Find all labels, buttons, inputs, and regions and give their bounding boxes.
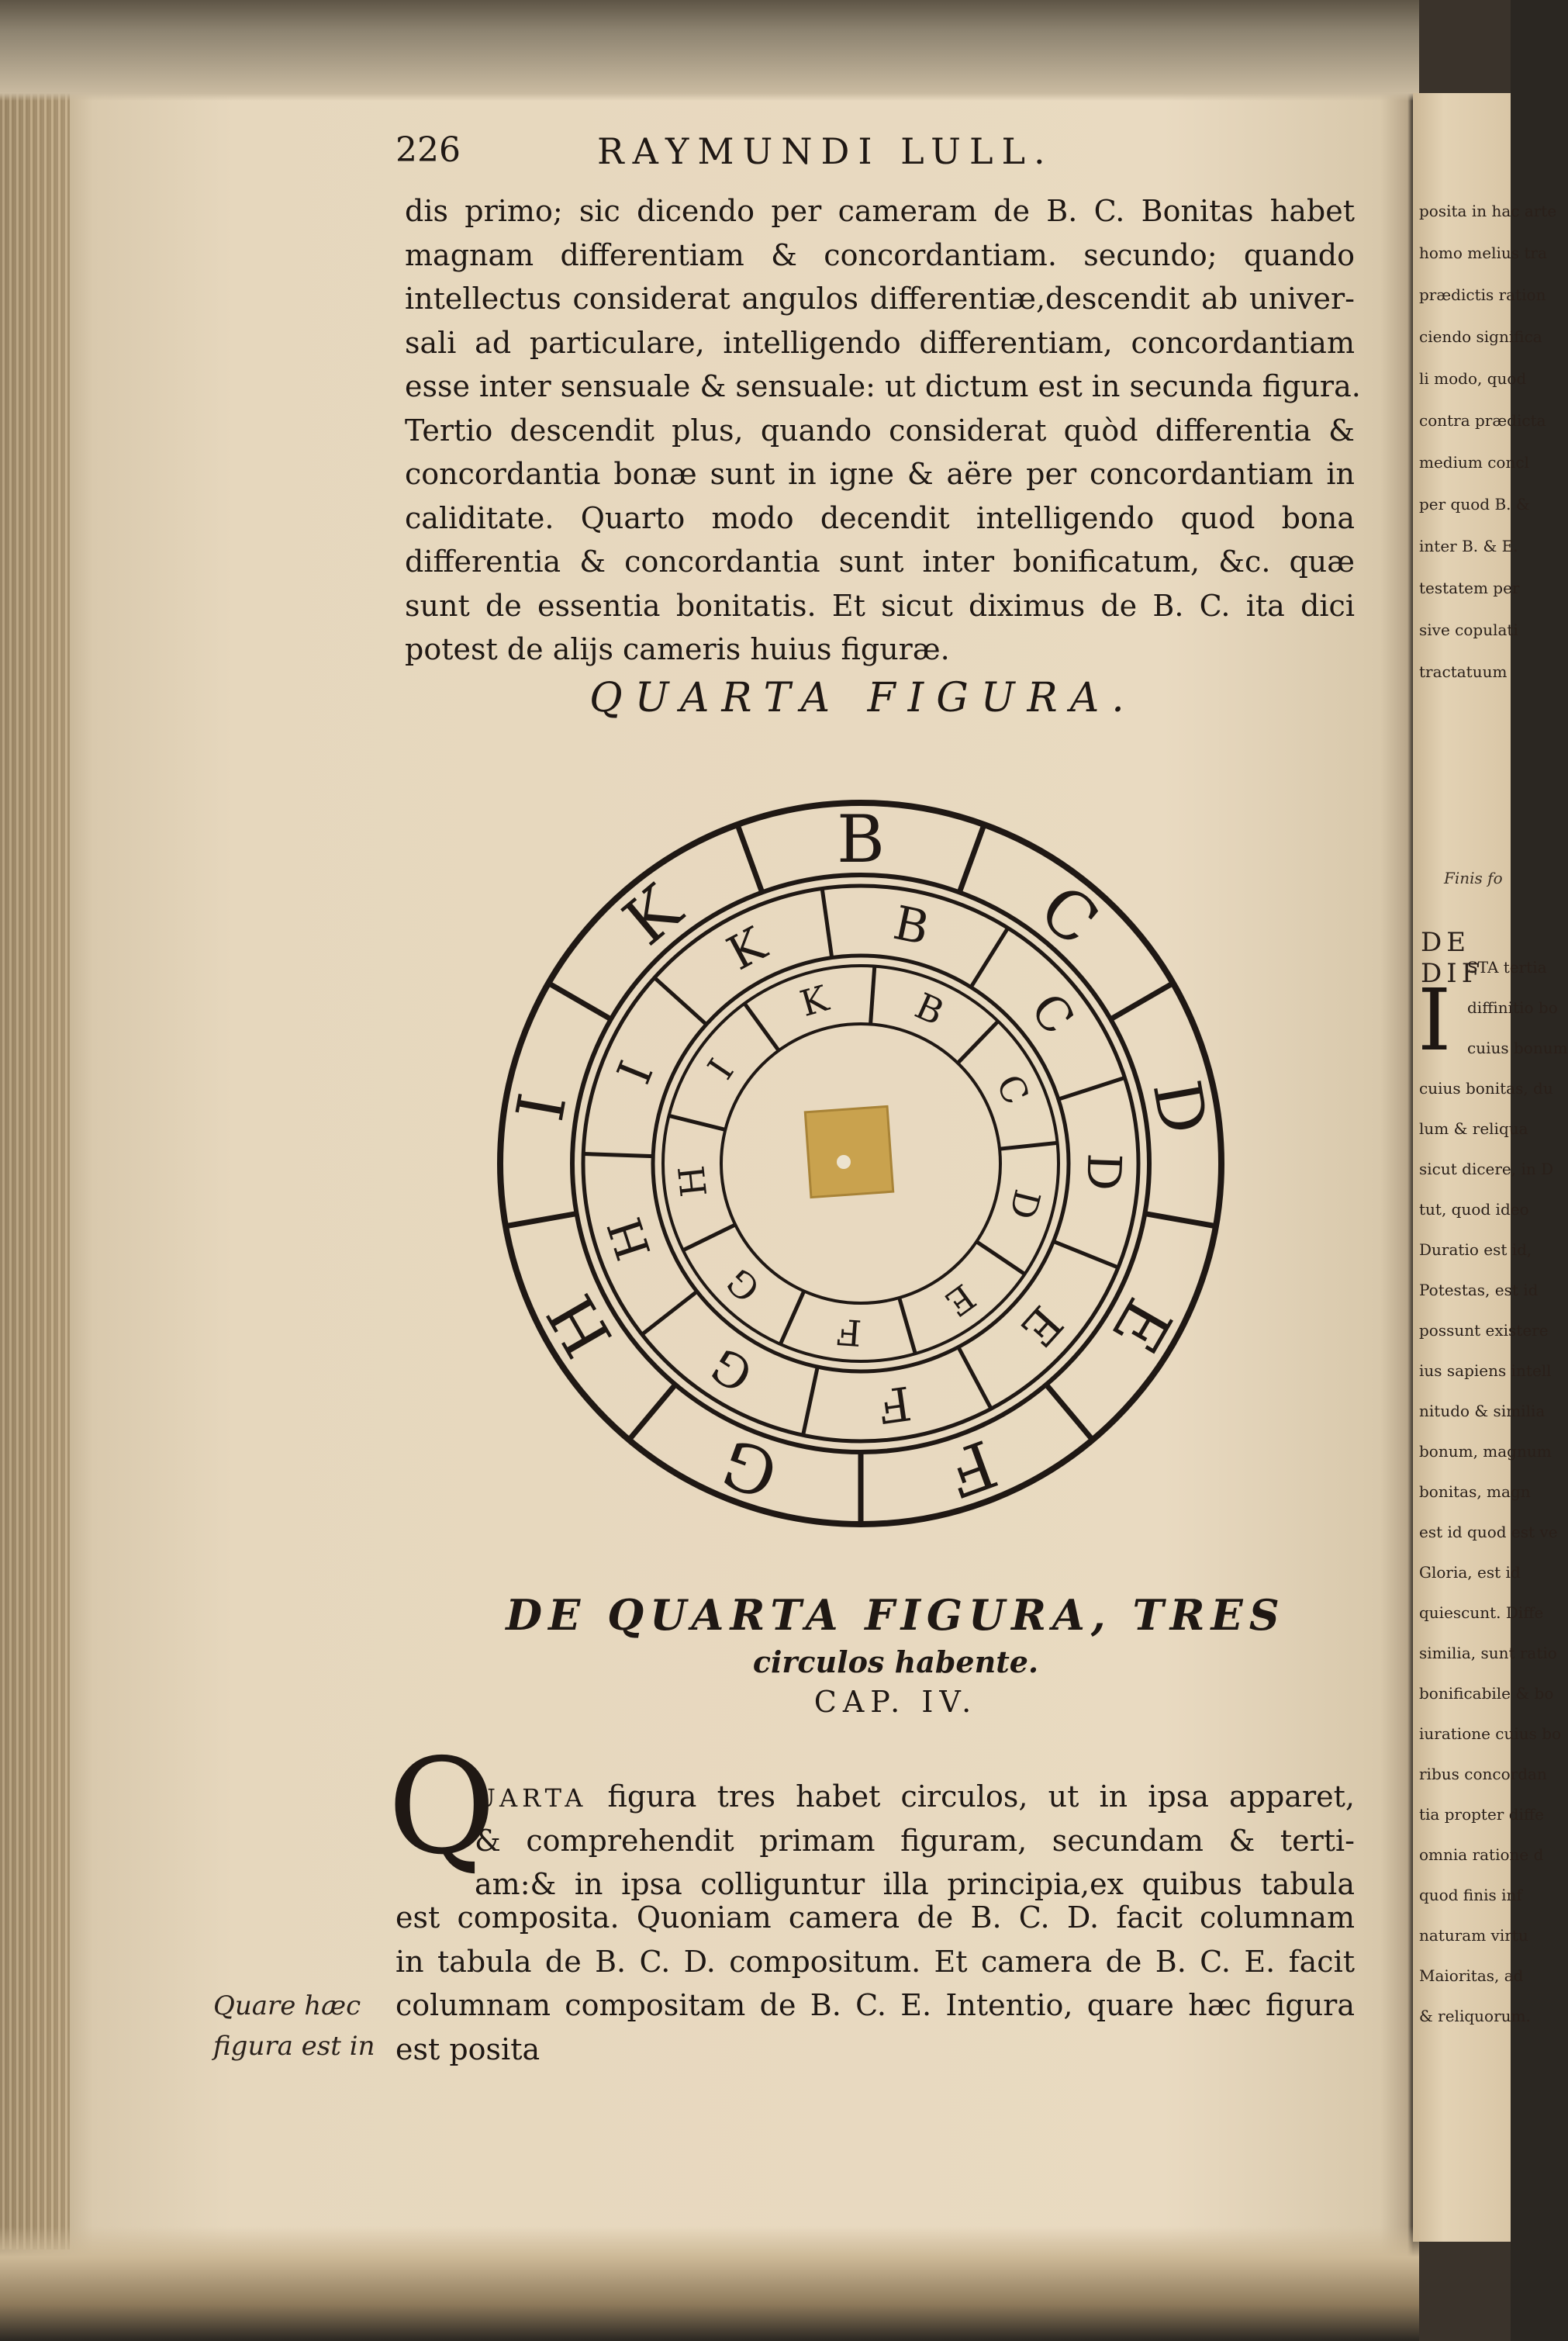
facing-page-line: possunt existere <box>1419 1321 1549 1340</box>
facing-page-line: ribus concordan <box>1419 1765 1547 1783</box>
inner-ring-letter: D <box>1000 1185 1049 1224</box>
chapter-label: CAP. IV. <box>813 1685 978 1719</box>
facing-page-line: Potestas, est id <box>1419 1281 1539 1299</box>
facing-page-line: contra prædicta <box>1419 411 1546 430</box>
facing-page-line: li modo, quod <box>1419 369 1527 388</box>
outer-ring-divider <box>506 1214 577 1226</box>
outer-ring-letter: E <box>1097 1285 1186 1366</box>
outer-ring-letter: B <box>837 801 885 877</box>
inner-ring-letter: H <box>670 1164 716 1199</box>
inner-ring-divider <box>976 1242 1024 1274</box>
middle-ring-letter: F <box>875 1375 915 1433</box>
facing-page-line: lum & reliqua <box>1419 1119 1528 1138</box>
chapter-title-line-2: circulos habente. <box>752 1644 1039 1679</box>
middle-ring-letter: G <box>702 1336 763 1402</box>
outer-ring-letter: H <box>533 1281 627 1370</box>
paragraph-2-full <box>395 1897 1355 2073</box>
inner-ring-divider <box>1000 1143 1058 1149</box>
facing-page-line: posita in hac arte <box>1419 202 1557 220</box>
inner-ring-letter: E <box>937 1275 983 1326</box>
quarta-figura-diagram <box>481 783 1272 1551</box>
outer-ring-letter: C <box>1025 870 1113 960</box>
facing-page-line: bonum, magnum <box>1419 1442 1552 1461</box>
inner-ring-divider <box>958 1022 998 1063</box>
text-line: intellectus considerat angulos differentiæ,descendit ab univer- <box>405 282 1355 316</box>
text-line: Tertio descendit plus, quando considerat quòd differentia & <box>405 413 1355 448</box>
inner-ring-letter: B <box>909 984 951 1034</box>
facing-page-line: similia, sunt ratio <box>1419 1644 1557 1662</box>
text-line: sali ad particulare, intelligendo differentiam, concordantiam <box>405 325 1355 360</box>
facing-page-line: STA tertia <box>1467 958 1547 977</box>
facing-page-line: naturam virtu <box>1419 1926 1528 1945</box>
outer-ring-divider <box>629 1385 675 1440</box>
inner-ring-divider <box>683 1225 735 1250</box>
chapter-heading <box>458 1590 1334 1728</box>
outer-ring-divider <box>1145 1214 1216 1226</box>
middle-ring-letter: C <box>1019 983 1085 1045</box>
outer-ring-divider <box>548 984 611 1020</box>
facing-page-line: est id quod est ve <box>1419 1523 1558 1541</box>
text-line: differentia & concordantia sunt inter bonificatum, &c. quæ <box>405 545 1355 579</box>
text-line: am:& in ipsa colliguntur illa principia,ex quibus tabula <box>475 1867 1355 1901</box>
text-line: & comprehendit primam figuram, secundam & terti- <box>475 1823 1355 1858</box>
inner-ring-letter: I <box>699 1051 742 1087</box>
outer-ring-letter: K <box>609 870 696 960</box>
text-fragment: figura tres habet circulos, ut in ipsa apparet, <box>607 1779 1355 1814</box>
middle-ring-divider <box>803 1367 818 1435</box>
facing-page-line: omnia ratione d <box>1419 1845 1544 1864</box>
facing-page-initial: I <box>1418 970 1452 1070</box>
facing-page-line: tractatuum <box>1419 662 1508 681</box>
page-top-edge <box>0 0 1419 101</box>
middle-ring-divider <box>971 928 1008 987</box>
facing-page-line: homo melius tra <box>1419 244 1547 262</box>
outer-ring-letter: F <box>937 1424 1007 1512</box>
facing-page-line: tut, quod ideo <box>1419 1200 1529 1219</box>
facing-page-heading: DE DIF <box>1421 927 1485 989</box>
middle-ring-divider <box>642 1292 697 1334</box>
facing-page-line: Maioritas, ad <box>1419 1966 1524 1985</box>
page-number: 226 <box>395 130 461 170</box>
outer-ring-divider <box>1046 1385 1093 1440</box>
facing-page-line: iuratione cuius bo <box>1419 1724 1562 1743</box>
text-line: magnam differentiam & concordantiam. secundo; quando <box>405 237 1355 272</box>
inner-ring-letter: C <box>987 1067 1038 1112</box>
facing-page-line: cuius bonum <box>1467 1039 1568 1057</box>
text-line: columnam compositam de B. C. E. Intentio, quare hæc figura <box>395 1988 1355 2022</box>
inner-ring-divider <box>900 1298 916 1354</box>
facing-page-line: quiescunt. Diffe <box>1419 1603 1544 1622</box>
outer-ring-divider <box>959 825 984 892</box>
middle-ring-divider <box>822 888 832 957</box>
text-line: caliditate. Quarto modo decendit intelligendo quod bona <box>405 500 1355 535</box>
text-line: concordantia bonæ sunt in igne & aëre per concordantiam in <box>405 457 1355 491</box>
facing-page-line: nitudo & similia <box>1419 1402 1546 1420</box>
inner-ring-letter: F <box>834 1310 863 1354</box>
text-line: est composita. Quoniam camera de B. C. D. facit columnam <box>395 1900 1355 1935</box>
outer-ring-letter: G <box>712 1423 788 1513</box>
middle-ring-divider <box>583 1154 653 1157</box>
running-head-title: RAYMUNDI LULL. <box>597 130 1054 172</box>
middle-ring-divider <box>958 1347 991 1409</box>
text-line: sunt de essentia bonitatis. Et sicut diximus de B. C. ita dici <box>405 588 1355 623</box>
outer-ring-letter: I <box>502 1088 582 1127</box>
inner-ring-divider <box>871 966 875 1025</box>
middle-ring-letter: E <box>1009 1295 1073 1357</box>
facing-page-line: Duratio est id, <box>1419 1240 1532 1259</box>
facing-page-line: cuius bonitas, du <box>1419 1079 1553 1098</box>
facing-page-subhead: Finis fo <box>1444 869 1503 887</box>
center-paper-square <box>805 1106 893 1197</box>
facing-page-line: bonificabile & bo <box>1419 1684 1554 1703</box>
marginal-line: Quare hæc <box>213 1990 361 2021</box>
facing-page-line: tia propter diffe <box>1419 1805 1544 1824</box>
middle-ring-divider <box>1053 1241 1117 1267</box>
marginal-line: figura est in <box>213 2031 375 2062</box>
chapter-title-line-1: DE QUARTA FIGURA, TRES <box>506 1590 1286 1640</box>
text-line: in tabula de B. C. D. compositum. Et camera de B. C. E. facit <box>395 1944 1355 1979</box>
inner-ring-divider <box>669 1115 726 1129</box>
facing-page-line: bonitas, magn <box>1419 1482 1531 1501</box>
text-line: dis primo; sic dicendo per cameram de B. C. Bonitas habet <box>405 194 1355 228</box>
paragraph-2-indented <box>475 1776 1355 1908</box>
facing-page-line: prædictis ration <box>1419 285 1546 304</box>
facing-page-line: & reliquorum. <box>1419 2007 1531 2025</box>
inner-ring-letter: K <box>795 977 833 1025</box>
inner-ring-divider <box>780 1291 804 1344</box>
facing-page-line: inter B. & E. <box>1419 537 1518 555</box>
drop-cap: Q <box>388 1731 496 1884</box>
center-pin-hole <box>837 1155 851 1169</box>
facing-page-line: ciendo significa <box>1419 327 1542 346</box>
inner-ring-divider <box>744 1004 779 1051</box>
facing-page-line: sive copulati <box>1419 621 1518 639</box>
facing-page-line: ius sapiens intell <box>1419 1361 1552 1380</box>
outer-ring-divider <box>737 825 762 892</box>
inner-ring-letter: G <box>718 1260 768 1311</box>
text-line: esse inter sensuale & sensuale: ut dictum est in secunda figura. <box>405 369 1361 403</box>
middle-ring-letter: I <box>606 1053 665 1091</box>
lead-caps: UARTA <box>475 1783 588 1813</box>
facing-page-line: per quod B. & <box>1419 495 1530 513</box>
facing-page-line: testatem per <box>1419 579 1520 597</box>
text-line: potest de alijs cameris huius figuræ. <box>405 632 950 666</box>
text-line: est posita <box>395 2032 541 2066</box>
running-head <box>395 130 1419 177</box>
middle-ring-divider <box>1059 1077 1125 1099</box>
text-line <box>475 1776 1355 1821</box>
middle-ring-divider <box>654 977 706 1024</box>
marginal-note <box>213 1986 392 2066</box>
outer-ring-divider <box>1110 984 1173 1020</box>
page-bottom-edge <box>0 2226 1419 2341</box>
middle-ring-letter: B <box>889 896 934 956</box>
outer-ring-letter: D <box>1138 1074 1222 1140</box>
facing-page-line: quod finis inf <box>1419 1886 1522 1904</box>
figure-title: QUARTA FIGURA. <box>589 675 1137 721</box>
facing-page-line: diffinitio bo <box>1467 998 1558 1017</box>
middle-ring-letter: D <box>1075 1152 1131 1192</box>
facing-page-line: sicut dicere, in D <box>1419 1160 1554 1178</box>
paragraph-1 <box>405 189 1361 672</box>
middle-ring-letter: H <box>597 1211 662 1267</box>
facing-page-line: Gloria, est id <box>1419 1563 1521 1582</box>
middle-ring-letter: K <box>718 917 775 982</box>
facing-page <box>1413 93 1568 2242</box>
facing-page-line: medium concl <box>1419 453 1529 472</box>
